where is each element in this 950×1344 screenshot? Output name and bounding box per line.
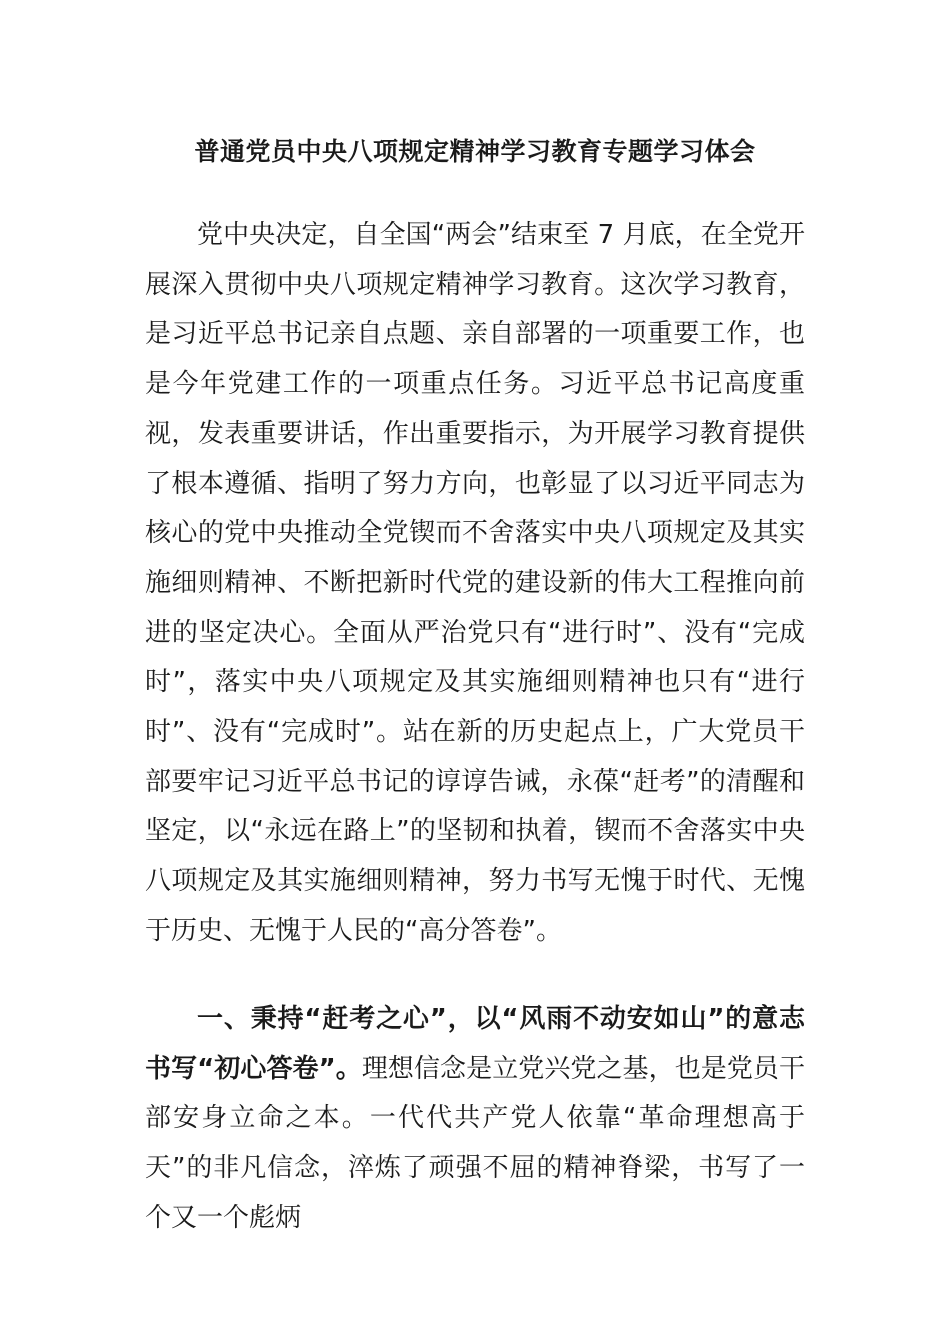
section-1-paragraph <box>145 995 805 1244</box>
section-1-text: 理想信念是立党兴党之基，也是党员干部安身立命之本。一代代共产党人依靠“革命理想高于天”的非凡信念，淬炼了顽强不屈的精神脊梁，书写了一个又一个彪炳 <box>145 1053 805 1233</box>
intro-paragraph: 党中央决定，自全国“两会”结束至 7 月底，在全党开展深入贯彻中央八项规定精神学习教育。这次学习教育，是习近平总书记亲自点题、亲自部署的一项重要工作，也是今年党建工作的一项重点任务。习近平总书记高度重视，发表重要讲话，作出重要指示，为开展学习教育提供了根本遵循、指明了努力方向，也彰显了以习近平同志为核心的党中央推动全党锲而不舍落实中央八项规定及其实施细则精神、不断把新时代党的建设新的伟大工程推向前进的坚定决心。全面从严治党只有“进行时”、没有“完成时”，落实中央八项规定及其实施细则精神也只有“进行时”、没有“完成时”。站在新的历史起点上，广大党员干部要牢记习近平总书记的谆谆告诫，永葆“赶考”的清醒和坚定，以“永远在路上”的坚韧和执着，锲而不舍落实中央八项规定及其实施细则精神，努力书写无愧于时代、无愧于历史、无愧于人民的“高分答卷”。 <box>145 220 805 946</box>
document-title: 普通党员中央八项规定精神学习教育专题学习体会 <box>194 137 756 166</box>
section-1-heading: 一、秉持“赶考之心”，以“风雨不动安如山”的意志书写“初心答卷”。 <box>145 1004 805 1084</box>
